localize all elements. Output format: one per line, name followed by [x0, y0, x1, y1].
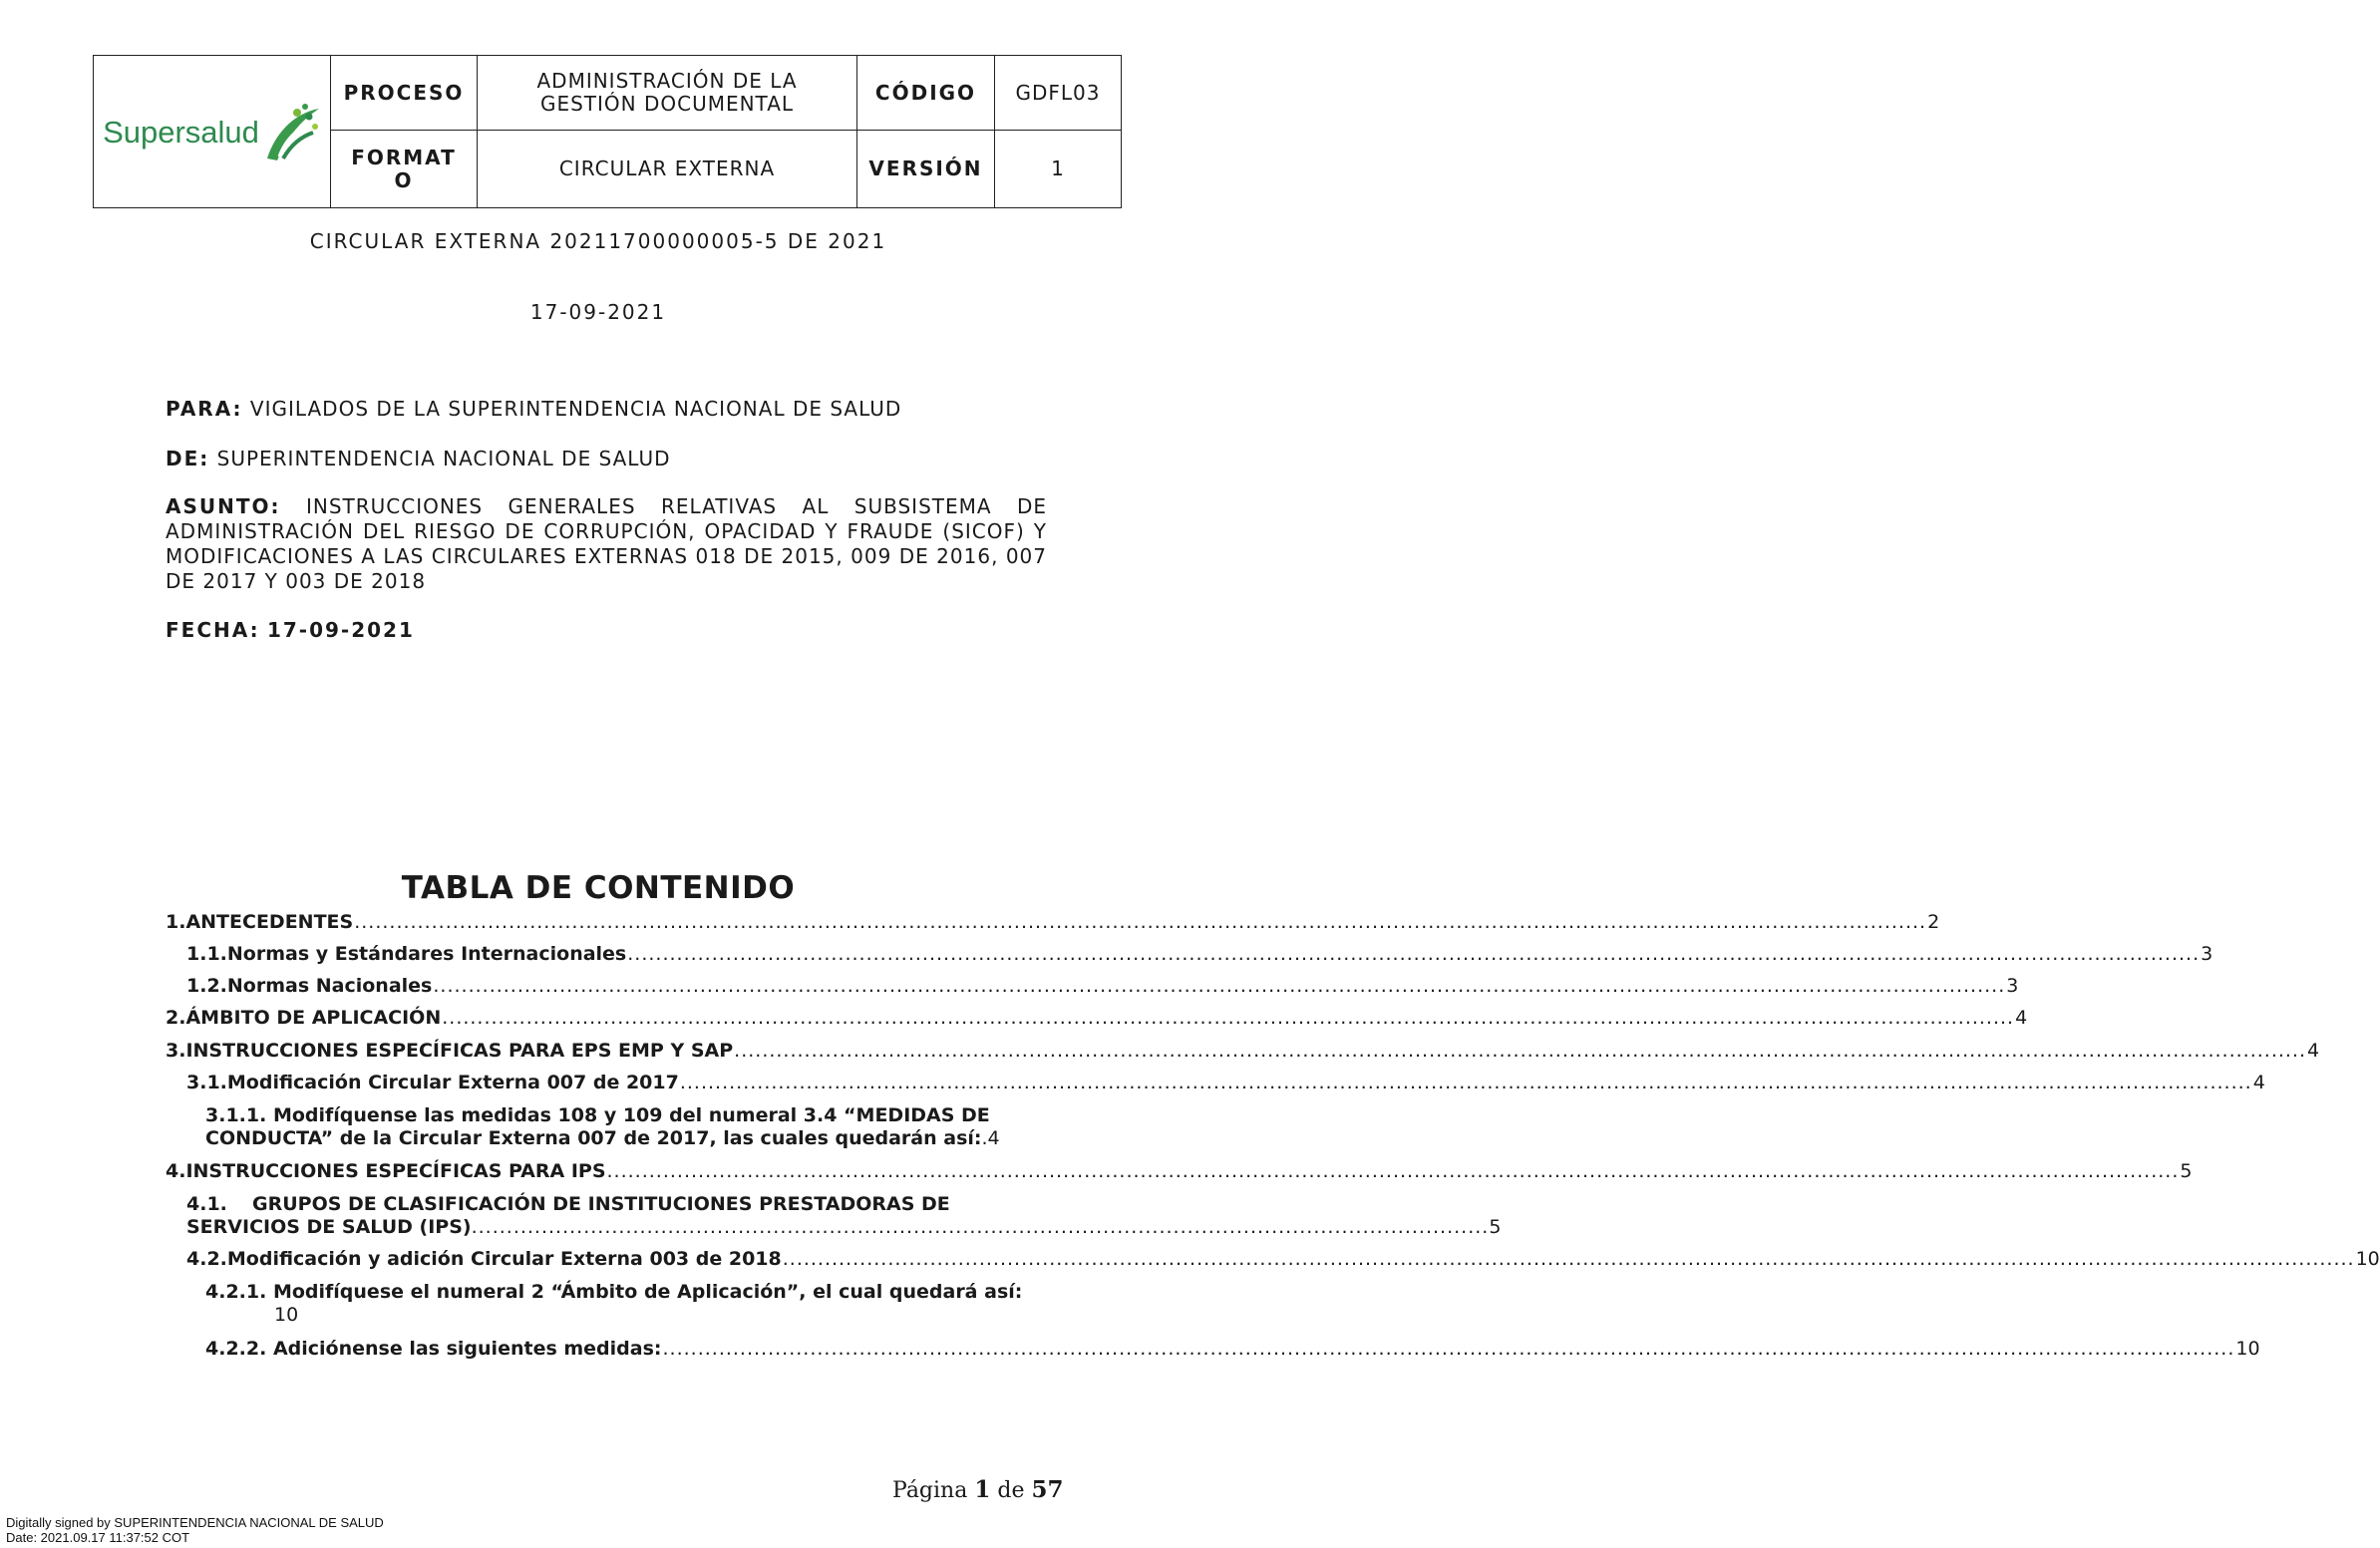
codigo-label: CÓDIGO [857, 56, 995, 131]
toc-item-text-line1: GRUPOS DE CLASIFICACIÓN DE INSTITUCIONES PRESTADORAS DE [252, 1193, 950, 1215]
toc-item-number: 3.1.1. [205, 1104, 267, 1126]
asunto-paragraph [166, 494, 1047, 594]
toc-item-number: 1. [166, 911, 186, 933]
toc-leader [663, 1338, 2235, 1360]
logo-leaf-icon [261, 99, 321, 164]
logo-text: Supersalud [103, 114, 259, 150]
toc-item-page: 4 [2307, 1040, 2320, 1062]
toc-item[interactable] [166, 1007, 2028, 1029]
toc-item-text-line2: CONDUCTA” de la Circular Externa 007 de 2017, las cuales quedarán así: [205, 1127, 982, 1149]
toc-item-text: Modifíquese el numeral 2 “Ámbito de Aplicación”, el cual quedará así: [272, 1281, 1023, 1303]
formato-value: CIRCULAR EXTERNA [478, 131, 857, 208]
logo-cell [94, 56, 331, 208]
toc-item-text-line1: Modifíquense las medidas 108 y 109 del numeral 3.4 “MEDIDAS DE [272, 1104, 990, 1126]
para-value: VIGILADOS DE LA SUPERINTENDENCIA NACIONAL DE SALUD [249, 397, 902, 421]
de-value: SUPERINTENDENCIA NACIONAL DE SALUD [216, 447, 671, 470]
toc-leader [607, 1160, 2180, 1182]
toc-item-number: 4.1. [186, 1193, 227, 1215]
toc-item-number: 4.2. [186, 1248, 227, 1270]
toc-item-text: ÁMBITO DE APLICACIÓN [185, 1007, 442, 1029]
proceso-label: PROCESO [331, 56, 478, 131]
document-date: 17-09-2021 [529, 300, 667, 324]
toc-item-text: Normas y Estándares Internacionales [226, 943, 627, 965]
toc-item-page: 4 [2252, 1072, 2265, 1093]
toc-item-page: 10 [274, 1304, 299, 1326]
signature-line2: Date: 2021.09.17 11:37:52 COT [6, 1530, 190, 1545]
de-label: DE: [166, 447, 210, 470]
toc-item[interactable] [166, 1160, 2193, 1182]
formato-label [331, 131, 478, 208]
toc-leader [442, 1007, 2014, 1029]
fecha-value: 17-09-2021 [266, 618, 415, 642]
toc-leader [783, 1248, 2355, 1270]
toc-item-page: 3 [2201, 943, 2213, 965]
toc-item-number: 4. [166, 1160, 186, 1182]
toc-item-page: 5 [2180, 1160, 2193, 1182]
toc-item-number: 2. [166, 1007, 186, 1029]
de-line [166, 447, 1047, 471]
toc-item-text: Normas Nacionales [226, 975, 433, 997]
toc-item[interactable] [186, 1193, 1502, 1239]
toc-leader [627, 943, 2200, 965]
toc-item-page: 3 [2006, 975, 2019, 997]
toc-item-text-line2: SERVICIOS DE SALUD (IPS) [186, 1216, 472, 1238]
fecha-line [166, 618, 1047, 643]
codigo-value: GDFL03 [995, 56, 1122, 131]
asunto-value: INSTRUCCIONES GENERALES RELATIVAS AL SUBSISTEMA DE ADMINISTRACIÓN DEL RIESGO DE CORRUPCIÓN, OPACIDAD Y FRAUDE (SICOF) Y MODIFICACIONES A LAS CIRCULARES EXTERNAS 018 DE 2015, 009 DE 2016, 007 DE 2017 Y 003 DE 2018 [166, 494, 1048, 593]
toc-item[interactable] [166, 1040, 2320, 1062]
digital-signature [6, 1515, 384, 1545]
toc-title: TABLA DE CONTENIDO [401, 870, 796, 906]
toc-item-number: 3. [166, 1040, 186, 1062]
toc-item[interactable] [205, 1281, 1029, 1327]
toc-item-text: INSTRUCCIONES ESPECÍFICAS PARA IPS [185, 1160, 606, 1182]
toc-item-text: INSTRUCCIONES ESPECÍFICAS PARA EPS EMP Y SAP [185, 1040, 734, 1062]
toc-item-number: 3.1. [186, 1072, 227, 1093]
formato-label-line2: O [394, 167, 414, 192]
toc-leader [354, 911, 1926, 933]
page-word: Página [892, 1478, 968, 1503]
toc-leader [433, 975, 2005, 997]
toc-item-page: 4 [987, 1127, 1000, 1149]
toc-item-page: 10 [2355, 1248, 2380, 1270]
toc-leader: ................................................................................................................................................. [471, 1216, 1490, 1238]
document-title: CIRCULAR EXTERNA 20211700000005-5 DE 2021 [309, 229, 887, 253]
signature-line1: Digitally signed by SUPERINTENDENCIA NACIONAL DE SALUD [6, 1515, 384, 1530]
fecha-label: FECHA: [166, 618, 260, 642]
toc-item-text: ANTECEDENTES [185, 911, 354, 933]
toc-leader [734, 1040, 2306, 1062]
toc-item-number: 1.1. [186, 943, 227, 965]
version-label: VERSIÓN [857, 131, 995, 208]
toc-item-number: 1.2. [186, 975, 227, 997]
toc-item[interactable] [186, 1072, 2265, 1093]
toc-item-number: 4.2.1. [205, 1281, 267, 1303]
toc-item-number: 4.2.2. [205, 1338, 267, 1360]
toc-item-text: Modificación y adición Circular Externa 003 de 2018 [226, 1248, 782, 1270]
toc-item[interactable] [186, 1248, 2380, 1270]
toc-item[interactable] [166, 911, 1940, 933]
page-number [892, 1476, 1063, 1503]
toc-item[interactable] [205, 1338, 2260, 1360]
page-of: de [997, 1478, 1025, 1503]
supersalud-logo [94, 99, 330, 164]
page-total: 57 [1031, 1476, 1064, 1503]
formato-label-line1: FORMAT [351, 145, 457, 169]
page-current: 1 [974, 1476, 991, 1503]
toc-item[interactable] [186, 975, 2019, 997]
toc-item-text: Adiciónense las siguientes medidas: [272, 1338, 662, 1360]
version-value: 1 [995, 131, 1122, 208]
para-label: PARA: [166, 397, 243, 421]
toc-item-page: 5 [1489, 1216, 1502, 1238]
asunto-label: ASUNTO: [166, 494, 281, 518]
toc-item-page: 2 [1927, 911, 1940, 933]
para-line [166, 397, 1047, 422]
document-header-table [93, 55, 1122, 208]
proceso-value: ADMINISTRACIÓN DE LA GESTIÓN DOCUMENTAL [478, 56, 857, 131]
toc-leader [680, 1072, 2252, 1093]
toc-item[interactable]: 3.1.1. Modifíquense las medidas 108 y 109 del numeral 3.4 “MEDIDAS DE CONDUCTA” de la Circular Externa 007 de 2017, las cuales quedarán así: . 4 [205, 1104, 1000, 1149]
toc-item[interactable] [186, 943, 2213, 965]
toc-item-page: 10 [2235, 1338, 2260, 1360]
toc-item-text: Modificación Circular Externa 007 de 2017 [226, 1072, 679, 1093]
toc-item-page: 4 [2015, 1007, 2028, 1029]
